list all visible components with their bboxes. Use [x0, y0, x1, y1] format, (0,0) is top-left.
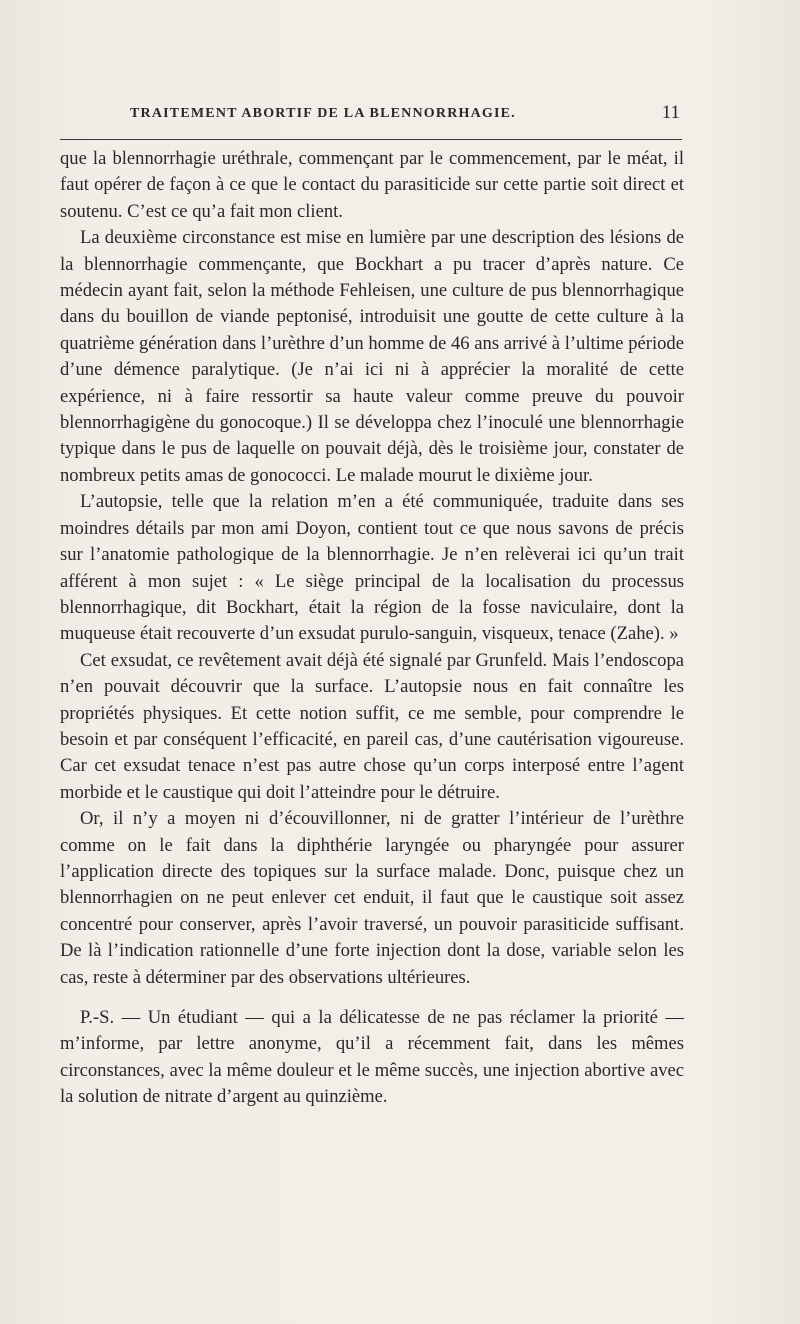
body-text: [60, 146, 684, 1111]
running-title: TRAITEMENT ABORTIF DE LA BLENNORRHAGIE.: [130, 106, 516, 121]
page-header: [60, 98, 680, 128]
postscript: P.-S. — Un étudiant — qui a la délicatesse de ne pas réclamer la priorité — m’informe, par lettre anonyme, qu’il a récemment fait, dans les mêmes circonstances, avec la même douleur et le même succès, une injection abortive avec la solution de nitrate d’argent au quinzième.: [60, 1007, 684, 1108]
paragraph-conclusion: Or, il n’y a moyen ni d’écouvillonner, ni de gratter l’intérieur de l’urèthre comme on le fait dans la diphthérie laryngée ou pharyngée pour assurer l’application directe des topiques sur la surface malade. Donc, puisque chez un blennorrhagien on ne peut enlever cet enduit, il faut que le caustique soit assez concentré pour conserver, après l’avoir traversé, un pouvoir parasiticide suffisant. De là l’indication rationnelle d’une forte injection dont la dose, variable selon les cas, reste à déterminer par des observations ultérieures.: [60, 808, 684, 988]
paragraph-exsudat: Cet exsudat, ce revêtement avait déjà été signalé par Grunfeld. Mais l’endoscopa n’en pouvait découvrir que la surface. L’autopsie nous en fait connaître les propriétés physiques. Et cette notion suffit, ce me semble, pour comprendre le besoin et par conséquent l’efficacité, en pareil cas, d’une cautérisation vigoureuse. Car cet exsudat tenace n’est pas autre chose qu’un corps interposé entre l’agent morbide et le caustique qui doit l’atteindre pour le détruire.: [60, 649, 684, 803]
paragraph-continuation: que la blennorrhagie uréthrale, commençant par le commencement, par le méat, il faut opérer de façon à ce que le contact du parasiticide sur cette partie soit direct et soutenu. C’est ce qu’a fait mon client.: [60, 148, 684, 222]
page-number: 11: [661, 102, 680, 123]
paragraph-bockhart-description: La deuxième circonstance est mise en lumière par une description des lésions de la blennorrhagie commençante, que Bockhart a pu tracer d’après nature. Ce médecin ayant fait, selon la méthode Fehleisen, une culture de pus blennorrhagique dans du bouillon de viande peptonisé, introduisit une goutte de cette culture à la quatrième génération dans l’urèthre d’un homme de 46 ans arrivé à l’ultime période d’une démence paralytique. (Je n’ai ici ni à apprécier la moralité de cette expérience, ni à faire ressortir sa haute valeur comme preuve du pouvoir blennorrhagigène du gonocoque.) Il se développa chez l’inoculé une blennorrhagie typique dans le pus de laquelle on pouvait déjà, dès le troisième jour, constater de nombreux petits amas de gonococci. Le malade mourut le dixième jour.: [60, 227, 684, 486]
header-rule: [60, 139, 682, 140]
paragraph-autopsy: L’autopsie, telle que la relation m’en a été communiquée, traduite dans ses moindres détails par mon ami Doyon, contient tout ce que nous savons de précis sur l’anatomie pathologique de la blennorrhagie. Je n’en relèverai ici qu’un trait afférent à mon sujet : « Le siège principal de la localisation du processus blennorrhagique, dit Bockhart, était la région de la fosse naviculaire, dont la muqueuse était recouverte d’un exsudat purulo-sanguin, visqueux, tenace (Zahe). »: [60, 491, 684, 645]
